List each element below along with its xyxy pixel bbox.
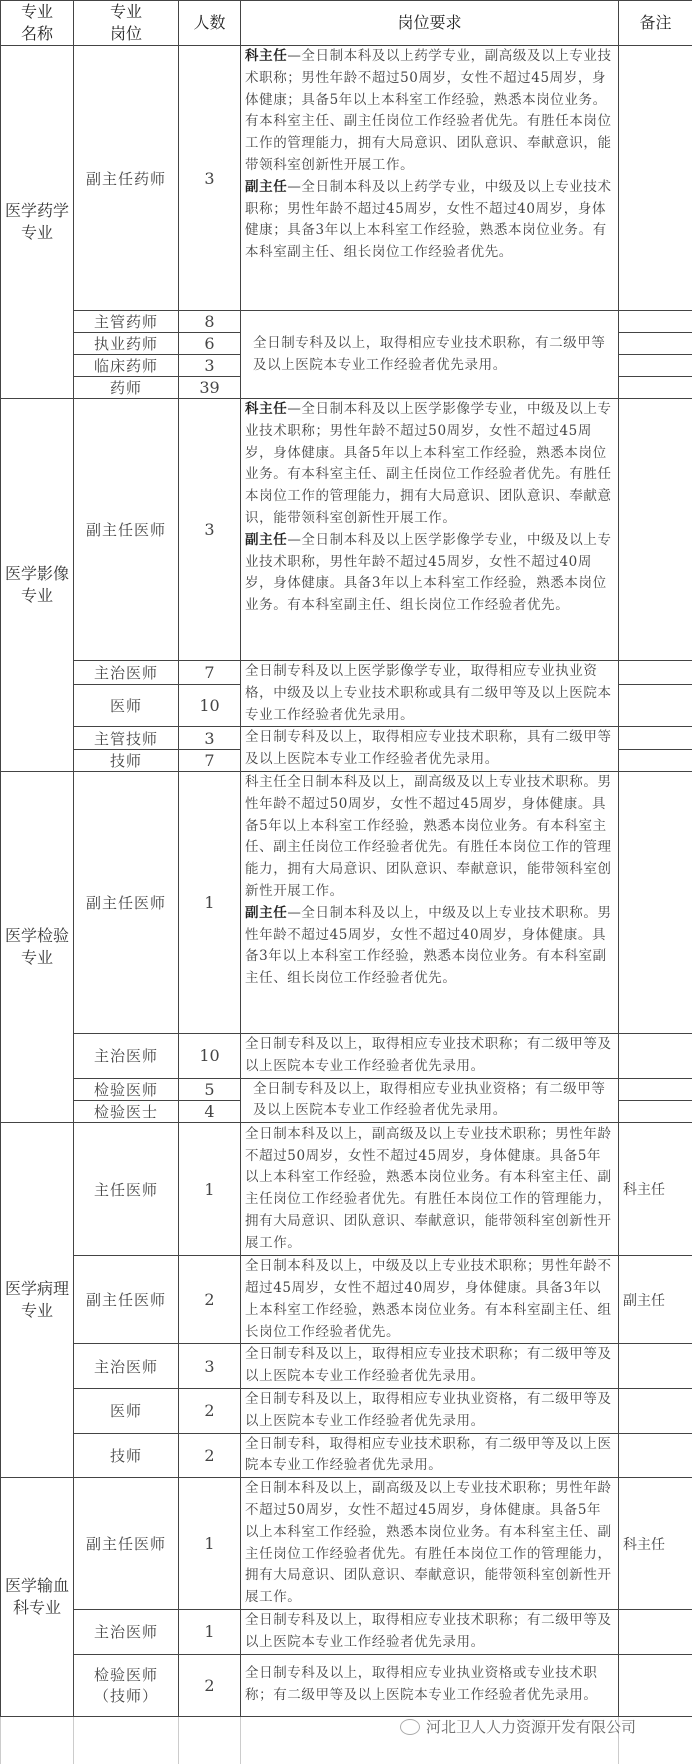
note-cell [619, 355, 692, 377]
position-cell: 主管药师 [74, 311, 179, 333]
requirements-cell: 全日制本科及以上，副高级及以上专业技术职称；男性年龄不超过50周岁，女性不超过45周岁，身体健康。具备5年以上本科室工作经验，熟悉本岗位业务。有本科室主任、副主任岗位工作经验者优先。有胜任本岗位工作的管理能力，拥有大局意识、团队意识、奉献意识，能带领科室创新性开展工作。 [241, 1123, 619, 1256]
note-cell [619, 661, 692, 685]
note-cell [619, 749, 692, 771]
count-cell: 1 [179, 1610, 241, 1655]
count-cell: 7 [179, 661, 241, 685]
table-row [1, 1033, 692, 1078]
note-cell [619, 1033, 692, 1078]
header-requirements: 岗位要求 [241, 1, 619, 46]
header-position: 专业 岗位 [74, 1, 179, 46]
note-cell [619, 399, 692, 661]
requirements-cell: 全日制专科及以上，取得相应专业执业资格，有二级甲等及以上医院本专业工作经验者优先录用。 [241, 1388, 619, 1433]
note-cell [619, 1344, 692, 1389]
note-cell: 科主任 [619, 1478, 692, 1610]
position-cell: 副主任药师 [74, 46, 179, 311]
major-cell: 医学病理 专业 [1, 1123, 74, 1478]
count-cell: 10 [179, 684, 241, 727]
header-notes: 备注 [619, 1, 692, 46]
position-cell: 药师 [74, 377, 179, 399]
note-cell [619, 333, 692, 355]
position-cell: 技师 [74, 1433, 179, 1478]
requirements-cell: 全日制专科及以上，取得相应专业技术职称；有二级甲等及以上医院本专业工作经验者优先录用。 [241, 1344, 619, 1389]
position-cell: 技师 [74, 749, 179, 771]
count-cell: 3 [179, 1344, 241, 1389]
count-cell: 6 [179, 333, 241, 355]
requirements-cell: 科主任—全日制本科及以上药学专业，副高级及以上专业技术职称；男性年龄不超过50周岁，女性不超过45周岁，身体健康；具备5年以上本科室工作经验，熟悉本岗位业务。有本科室主任、副主任岗位工作经验者优先。有胜任本岗位工作的管理能力，拥有大局意识、团队意识、奉献意识，能带领科室创新性开展工作。 副主任—全日制本科及以上药学专业，中级及以上专业技术职称；男性年龄不超过45周岁，女性不超过40周岁，身体健康；具备3年以上本科室工作经验，熟悉本岗位业务。有本科室副主任、组长岗位工作经验者优先。 [241, 46, 619, 311]
note-cell [619, 1100, 692, 1122]
position-cell: 主治医师 [74, 1344, 179, 1389]
note-cell [619, 1388, 692, 1433]
major-cell: 医学输血 科专业 [1, 1478, 74, 1717]
note-cell: 科主任 [619, 1123, 692, 1256]
requirements-cell: 全日制专科，取得相应专业技术职称，有二级甲等及以上医院本专业工作经验者优先录用。 [241, 1433, 619, 1478]
count-cell: 2 [179, 1433, 241, 1478]
position-cell: 主任医师 [74, 1123, 179, 1256]
count-cell: 1 [179, 1478, 241, 1610]
table-row [1, 1654, 692, 1716]
table-row [1, 1256, 692, 1344]
count-cell: 5 [179, 1078, 241, 1100]
position-cell: 检验医师 （技师） [74, 1654, 179, 1716]
watermark [400, 1716, 636, 1737]
position-cell: 临床药师 [74, 355, 179, 377]
role-label: 副主任 [245, 905, 287, 921]
table-row [1, 1344, 692, 1389]
count-cell: 4 [179, 1100, 241, 1122]
position-cell: 副主任医师 [74, 1478, 179, 1610]
position-cell: 医师 [74, 1388, 179, 1433]
count-cell: 1 [179, 771, 241, 1033]
major-cell: 医学影像 专业 [1, 399, 74, 772]
count-cell: 3 [179, 355, 241, 377]
requirements-cell: 全日制专科及以上医学影像学专业，取得相应专业执业资格，中级及以上专业技术职称或具有二级甲等及以上医院本专业工作经验者优先录用。 [241, 661, 619, 727]
position-cell: 副主任医师 [74, 399, 179, 661]
header-count: 人数 [179, 1, 241, 46]
major-cell: 医学药学 专业 [1, 46, 74, 399]
role-label: 科主任 [245, 401, 287, 417]
requirements-cell: 全日制专科及以上，取得相应专业技术职称，有二级甲等及以上医院本专业工作经验者优先录用。 [241, 311, 619, 399]
requirements-cell: 全日制专科及以上，取得相应专业技术职称；有二级甲等及以上医院本专业工作经验者优先录用。 [241, 1033, 619, 1078]
table-row [1, 1078, 692, 1100]
count-cell: 3 [179, 46, 241, 311]
table-row [1, 661, 692, 685]
requirements-cell: 科主任—全日制本科及以上医学影像学专业，中级及以上专业技术职称；男性年龄不超过50周岁，女性不超过45周岁，身体健康。具备5年以上本科室工作经验，熟悉本岗位业务。有本科室主任、副主任岗位工作经验者优先。有胜任本岗位工作的管理能力，拥有大局意识、团队意识、奉献意识，能带领科室创新性开展工作。 副主任—全日制本科及以上医学影像学专业，中级及以上专业技术职称，男性年龄不超过45周岁，女性不超过40周岁，身体健康。具备3年以上本科室工作经验，熟悉本岗位业务。有本科室副主任、组长岗位工作经验者优先。 [241, 399, 619, 661]
note-cell [619, 1078, 692, 1100]
count-cell: 3 [179, 727, 241, 749]
position-cell: 医师 [74, 684, 179, 727]
count-cell: 10 [179, 1033, 241, 1078]
note-cell [619, 727, 692, 749]
note-cell [619, 771, 692, 1033]
count-cell: 2 [179, 1256, 241, 1344]
table-row [1, 1478, 692, 1610]
position-cell: 检验医师 [74, 1078, 179, 1100]
note-cell [619, 1610, 692, 1655]
requirements-cell: 全日制专科及以上，取得相应专业技术职称，具有二级甲等及以上医院本专业工作经验者优先录用。 [241, 727, 619, 772]
role-label: 副主任 [245, 179, 287, 195]
note-cell [619, 1654, 692, 1716]
note-cell: 副主任 [619, 1256, 692, 1344]
position-cell: 副主任医师 [74, 1256, 179, 1344]
position-cell: 主管技师 [74, 727, 179, 749]
requirements-cell: 全日制本科及以上，中级及以上专业技术职称；男性年龄不超过45周岁，女性不超过40周岁，身体健康。具备3年以上本科室工作经验，熟悉本岗位业务。有本科室副主任、组长岗位工作经验者优先。 [241, 1256, 619, 1344]
note-cell [619, 377, 692, 399]
position-cell: 主治医师 [74, 661, 179, 685]
table-row [1, 727, 692, 749]
position-cell: 主治医师 [74, 1610, 179, 1655]
requirements-cell: 全日制专科及以上，取得相应专业执业资格；有二级甲等及以上医院本专业工作经验者优先录用。 [241, 1078, 619, 1123]
count-cell: 1 [179, 1123, 241, 1256]
table-row [1, 1610, 692, 1655]
count-cell: 2 [179, 1388, 241, 1433]
count-cell: 7 [179, 749, 241, 771]
requirements-cell: 全日制本科及以上，副高级及以上专业技术职称；男性年龄不超过50周岁，女性不超过45周岁，身体健康。具备5年以上本科室工作经验，熟悉本岗位业务。有本科室主任、副主任岗位工作经验者优先。有胜任本岗位工作的管理能力，拥有大局意识、团队意识、奉献意识，能带领科室创新性开展工作。 [241, 1478, 619, 1610]
major-cell: 医学检验 专业 [1, 771, 74, 1122]
watermark-text: 河北卫人人力资源开发有限公司 [426, 1716, 636, 1737]
wechat-icon [400, 1719, 420, 1735]
table-row [1, 1388, 692, 1433]
position-cell: 主治医师 [74, 1033, 179, 1078]
role-label: 科主任 [245, 48, 287, 64]
position-cell: 检验医士 [74, 1100, 179, 1122]
role-label: 副主任 [245, 532, 287, 548]
note-cell [619, 46, 692, 311]
table-row [1, 311, 692, 333]
note-cell [619, 311, 692, 333]
requirements-cell: 全日制专科及以上，取得相应专业执业资格或专业技术职称；有二级甲等及以上医院本专业工作经验者优先录用。 [241, 1654, 619, 1716]
table-row [1, 771, 692, 1033]
position-cell: 执业药师 [74, 333, 179, 355]
table-row [1, 46, 692, 311]
count-cell: 3 [179, 399, 241, 661]
requirements-cell: 全日制专科及以上，取得相应专业技术职称；有二级甲等及以上医院本专业工作经验者优先录用。 [241, 1610, 619, 1655]
note-cell [619, 1433, 692, 1478]
count-cell: 39 [179, 377, 241, 399]
position-cell: 副主任医师 [74, 771, 179, 1033]
note-cell [619, 684, 692, 727]
count-cell: 2 [179, 1654, 241, 1716]
table-row [1, 1433, 692, 1478]
count-cell: 8 [179, 311, 241, 333]
table-header-row [1, 1, 692, 46]
requirements-cell: 科主任全日制本科及以上，副高级及以上专业技术职称。男性年龄不超过50周岁，女性不超过45周岁，身体健康。具备5年以上本科室工作经验，熟悉本岗位业务。有本科室主任、副主任岗位工作经验者优先。有胜任本岗位工作的管理能力，拥有大局意识、团队意识、奉献意识，能带领科室创新性开展工作。 副主任—全日制本科及以上，中级及以上专业技术职称。男性年龄不超过45周岁，女性不超过40周岁，身体健康。具备3年以上本科室工作经验，熟悉本岗位业务。有本科室副主任、组长岗位工作经验者优先。 [241, 771, 619, 1033]
table-row [1, 1123, 692, 1256]
table-row [1, 399, 692, 661]
header-major: 专业 名称 [1, 1, 74, 46]
